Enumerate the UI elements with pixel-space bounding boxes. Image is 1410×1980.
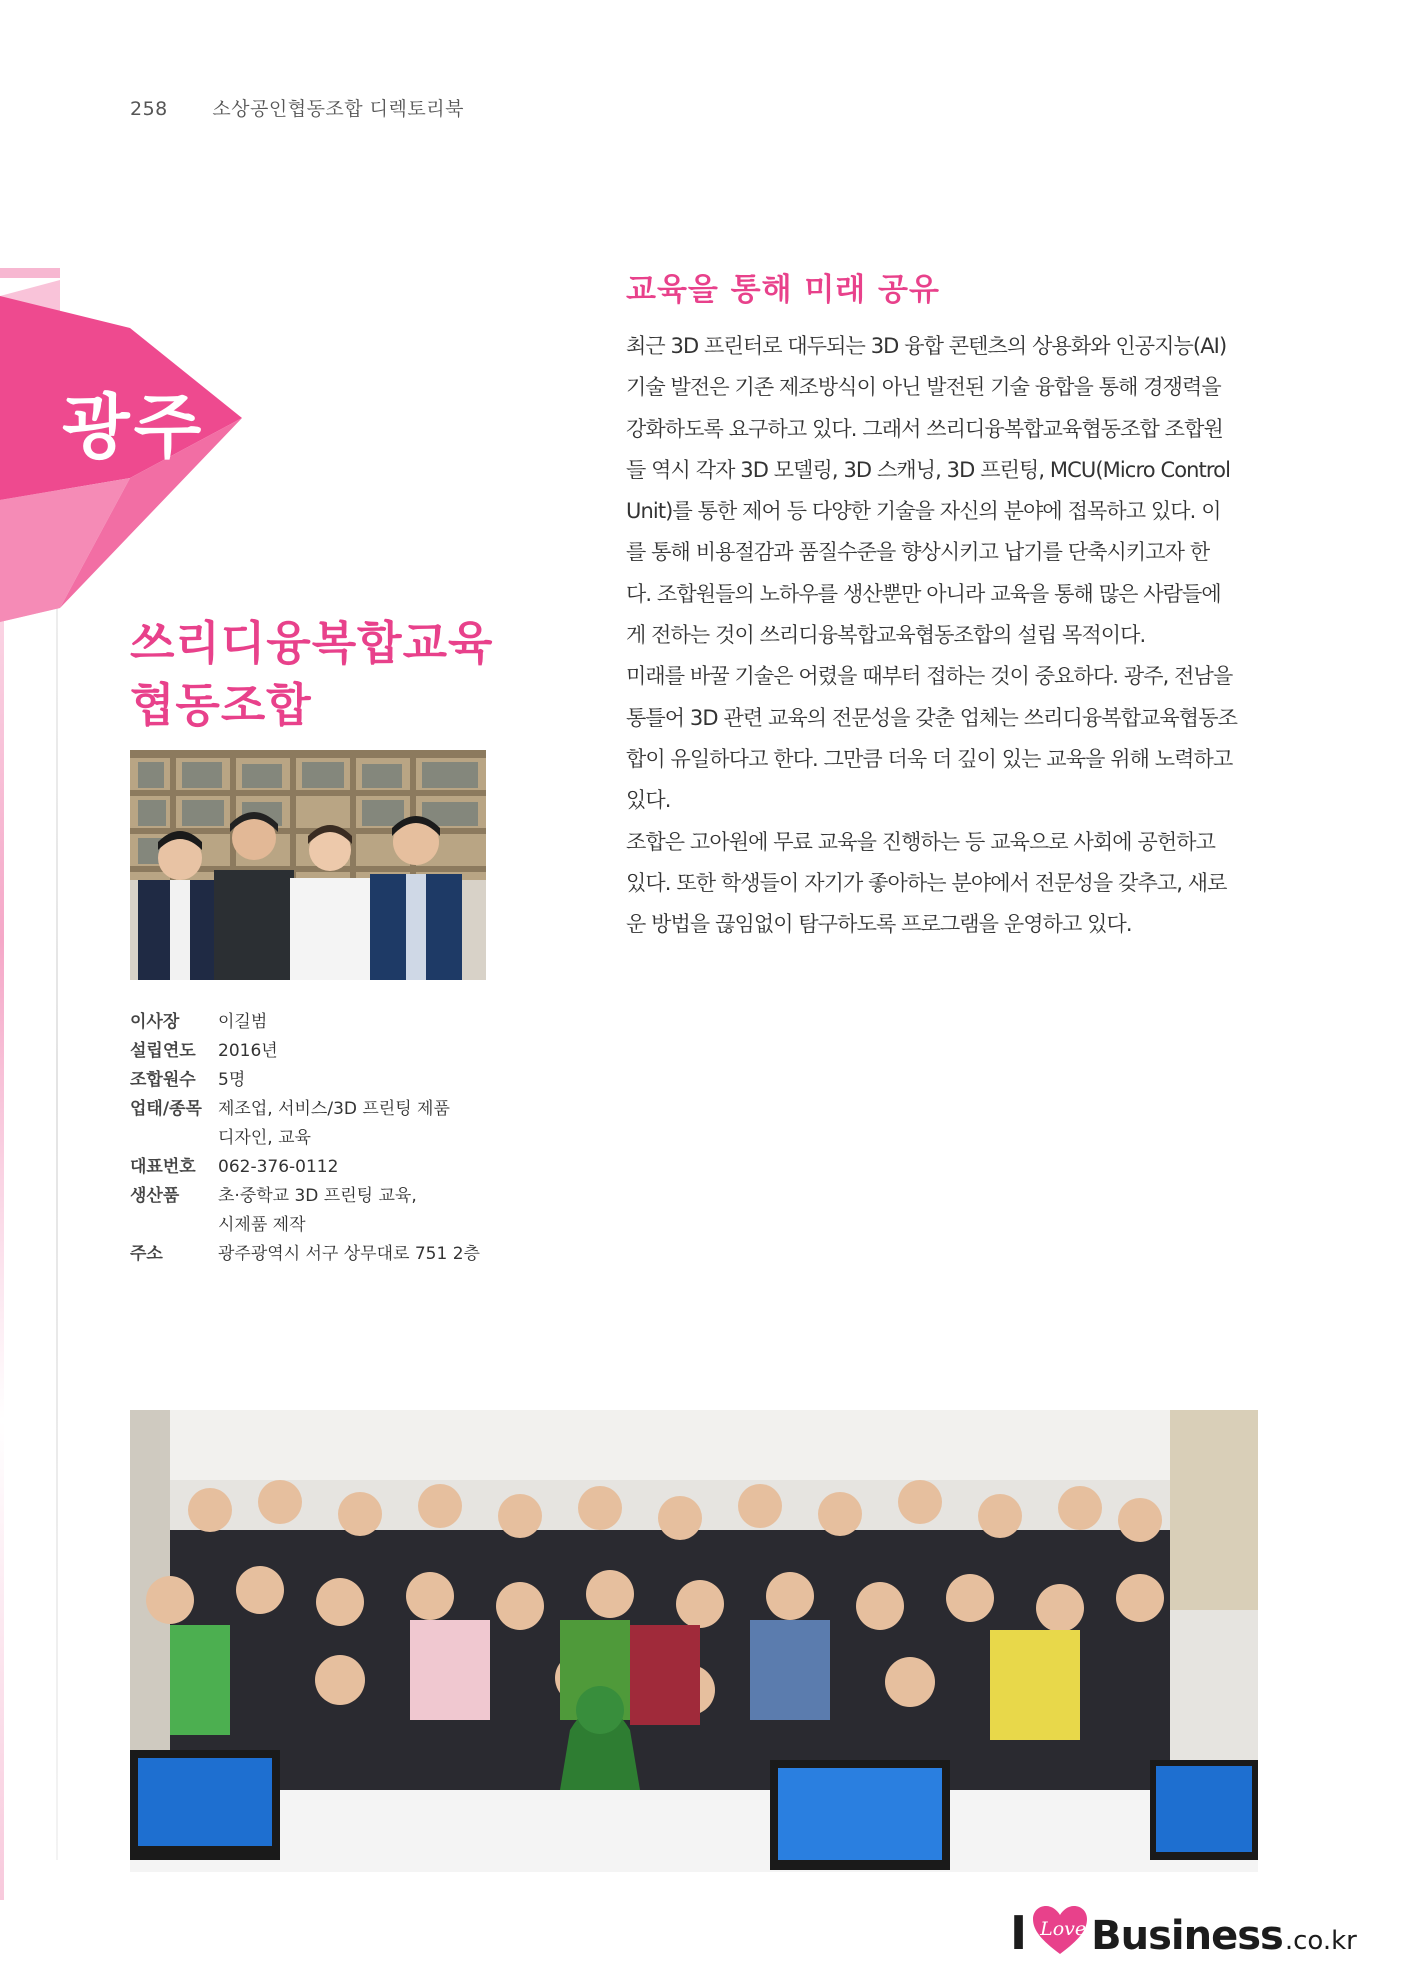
article-line: 있다. 또한 학생들이 자기가 좋아하는 분야에서 전문성을 갖추고, 새로 xyxy=(626,870,1227,895)
info-row-phone xyxy=(130,1153,550,1182)
article-line: 최근 3D 프린터로 대두되는 3D 융합 콘텐츠의 상용화와 인공지능(AI) xyxy=(626,334,1227,358)
logo-domain-text: .co.kr xyxy=(1284,1926,1357,1956)
info-value-line: 2016년 xyxy=(218,1041,278,1061)
info-row-address xyxy=(130,1240,550,1269)
book-title: 소상공인협동조합 디렉토리북 xyxy=(212,98,464,120)
info-value xyxy=(218,1240,550,1269)
article-line: 운 방법을 끊임없이 탐구하도록 프로그램을 운영하고 있다. xyxy=(626,912,1132,937)
info-value-line: 제조업, 서비스/3D 프린팅 제품 xyxy=(218,1099,450,1119)
page-number: 258 xyxy=(130,98,168,120)
info-value-line: 시제품 제작 xyxy=(218,1215,306,1235)
info-value-line: 062-376-0112 xyxy=(218,1157,339,1177)
site-logo xyxy=(1010,1904,1357,1960)
classroom-photo xyxy=(130,1410,1258,1872)
info-row-members xyxy=(130,1066,550,1095)
organization-name xyxy=(130,612,530,736)
organization-info xyxy=(130,1008,550,1269)
info-value-line: 5명 xyxy=(218,1070,246,1090)
team-photo xyxy=(130,750,486,980)
logo-business-text: Business xyxy=(1091,1913,1283,1959)
info-value-line: 광주광역시 서구 상무대로 751 2층 xyxy=(218,1244,480,1264)
organization-name-line: 협동조합 xyxy=(130,678,312,732)
info-key: 대표번호 xyxy=(130,1157,196,1177)
info-row-founded xyxy=(130,1037,550,1066)
classroom-group-photo-image xyxy=(130,1410,1258,1872)
article-line: 조합은 고아원에 무료 교육을 진행하는 등 교육으로 사회에 공헌하고 xyxy=(626,829,1216,854)
heart-icon xyxy=(1031,1904,1089,1956)
article-line: 미래를 바꿀 기술은 어렸을 때부터 접하는 것이 중요하다. 광주, 전남을 xyxy=(626,664,1233,689)
organization-name-line: 쓰리디융복합교육 xyxy=(130,616,494,670)
info-key: 설립연도 xyxy=(130,1041,196,1061)
info-value xyxy=(218,1182,550,1240)
info-value xyxy=(218,1153,550,1182)
region-label: 광주 xyxy=(62,386,206,468)
article-line: 다. 조합원들의 노하우를 생산뿐만 아니라 교육을 통해 많은 사람들에 xyxy=(626,581,1221,606)
info-value-line: 디자인, 교육 xyxy=(218,1128,311,1148)
article-title: 교육을 통해 미래 공유 xyxy=(626,272,940,308)
info-value xyxy=(218,1066,550,1095)
article-line: 합이 유일하다고 한다. 그만큼 더욱 더 깊이 있는 교육을 위해 노력하고 xyxy=(626,746,1233,771)
info-row-products xyxy=(130,1182,550,1240)
article-line: 있다. xyxy=(626,788,671,813)
article-line: 들 역시 각자 3D 모델링, 3D 스캐닝, 3D 프린팅, MCU(Micro Control xyxy=(626,457,1231,482)
article-line: Unit)를 통한 제어 등 다양한 기술을 자신의 분야에 접목하고 있다. 이 xyxy=(626,499,1221,524)
info-value xyxy=(218,1008,550,1037)
info-row-chairman xyxy=(130,1008,550,1037)
info-key: 이사장 xyxy=(130,1012,180,1032)
info-value xyxy=(218,1037,550,1066)
info-row-business-type xyxy=(130,1095,550,1153)
article-line: 를 통해 비용절감과 품질수준을 향상시키고 납기를 단축시키고자 한 xyxy=(626,540,1210,565)
logo-i-text: I xyxy=(1010,1906,1028,1960)
running-header xyxy=(130,94,464,121)
article-line: 게 전하는 것이 쓰리디융복합교육협동조합의 설립 목적이다. xyxy=(626,623,1146,648)
article-body xyxy=(626,326,1262,945)
info-key: 조합원수 xyxy=(130,1070,196,1090)
info-key: 업태/종목 xyxy=(130,1099,202,1119)
article-line: 통틀어 3D 관련 교육의 전문성을 갖춘 업체는 쓰리디융복합교육협동조 xyxy=(626,705,1237,730)
info-value-line: 이길범 xyxy=(218,1012,268,1032)
info-key: 주소 xyxy=(130,1244,163,1264)
logo-love-text: Love xyxy=(1040,1918,1087,1940)
info-value xyxy=(218,1095,550,1153)
article-line: 강화하도록 요구하고 있다. 그래서 쓰리디융복합교육협동조합 조합원 xyxy=(626,416,1223,441)
group-photo-image xyxy=(130,750,486,980)
info-key: 생산품 xyxy=(130,1186,180,1206)
info-value-line: 초·중학교 3D 프린팅 교육, xyxy=(218,1186,417,1206)
article-line: 기술 발전은 기존 제조방식이 아닌 발전된 기술 융합을 통해 경쟁력을 xyxy=(626,375,1221,400)
